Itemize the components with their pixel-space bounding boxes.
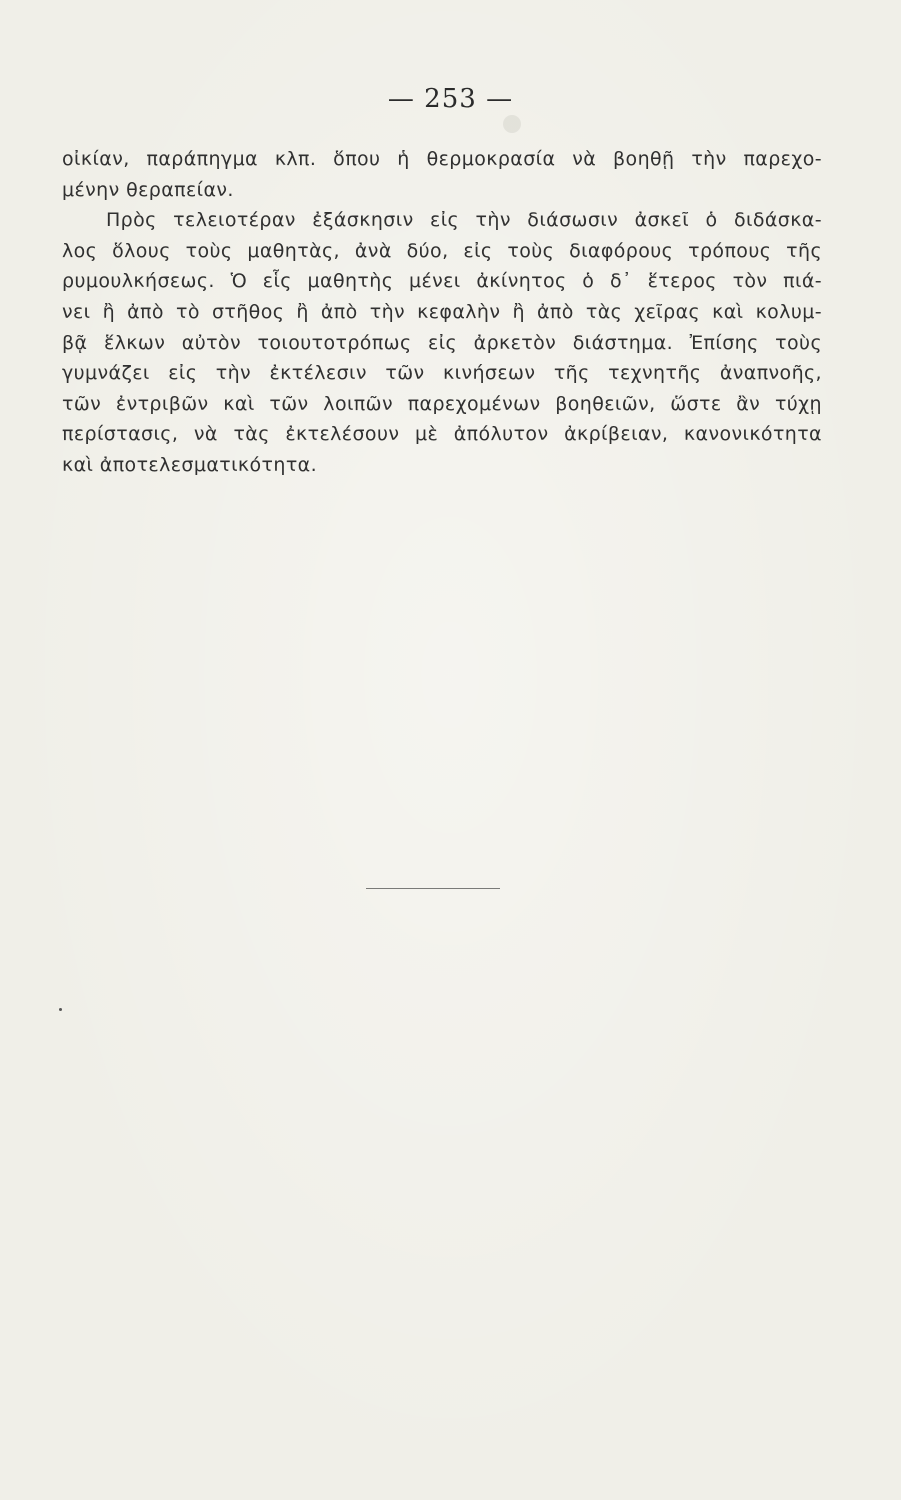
text-line: νει ἢ ἀπὸ τὸ στῆθος ἢ ἀπὸ τὴν κεφαλὴν ἢ ἀπὸ τὰς χεῖρας καὶ κολυμ- bbox=[62, 300, 822, 323]
body-text bbox=[62, 144, 822, 481]
text-line: λος ὅλους τοὺς μαθητὰς, ἀνὰ δύο, εἰς τοὺς διαφόρους τρόπους τῆς bbox=[62, 239, 822, 262]
text-line: γυμνάζει εἰς τὴν ἐκτέλεσιν τῶν κινήσεων τῆς τεχνητῆς ἀναπνοῆς, bbox=[62, 362, 822, 385]
text-line: οἰκίαν, παράπηγμα κλπ. ὅπου ἡ θερμοκρασία νὰ βοηθῇ τὴν παρεχο- bbox=[62, 148, 822, 170]
ink-speck bbox=[59, 1008, 62, 1011]
text-line: μένην θεραπείαν. bbox=[62, 178, 234, 201]
page-number: — 253 — bbox=[387, 84, 514, 114]
text-line: καὶ ἀποτελεσματικότητα. bbox=[62, 453, 318, 476]
text-line: βᾷ ἕλκων αὐτὸν τοιουτοτρόπως εἰς ἀρκετὸν διάστημα. Ἐπίσης τοὺς bbox=[62, 331, 822, 354]
text-line: ρυμουλκήσεως. Ὁ εἷς μαθητὴς μένει ἀκίνητος ὁ δ᾽ ἕτερος τὸν πιά- bbox=[62, 270, 822, 293]
paper-smudge bbox=[503, 115, 521, 133]
text-line: περίστασις, νὰ τὰς ἐκτελέσουν μὲ ἀπόλυτον ἀκρίβειαν, κανονικότητα bbox=[62, 423, 822, 446]
section-divider bbox=[366, 888, 500, 889]
text-line: Πρὸς τελειοτέραν ἐξάσκησιν εἰς τὴν διάσωσιν ἀσκεῖ ὁ διδάσκα- bbox=[106, 209, 822, 232]
text-line: τῶν ἐντριβῶν καὶ τῶν λοιπῶν παρεχομένων βοηθειῶν, ὥστε ἂν τύχῃ bbox=[62, 392, 822, 415]
